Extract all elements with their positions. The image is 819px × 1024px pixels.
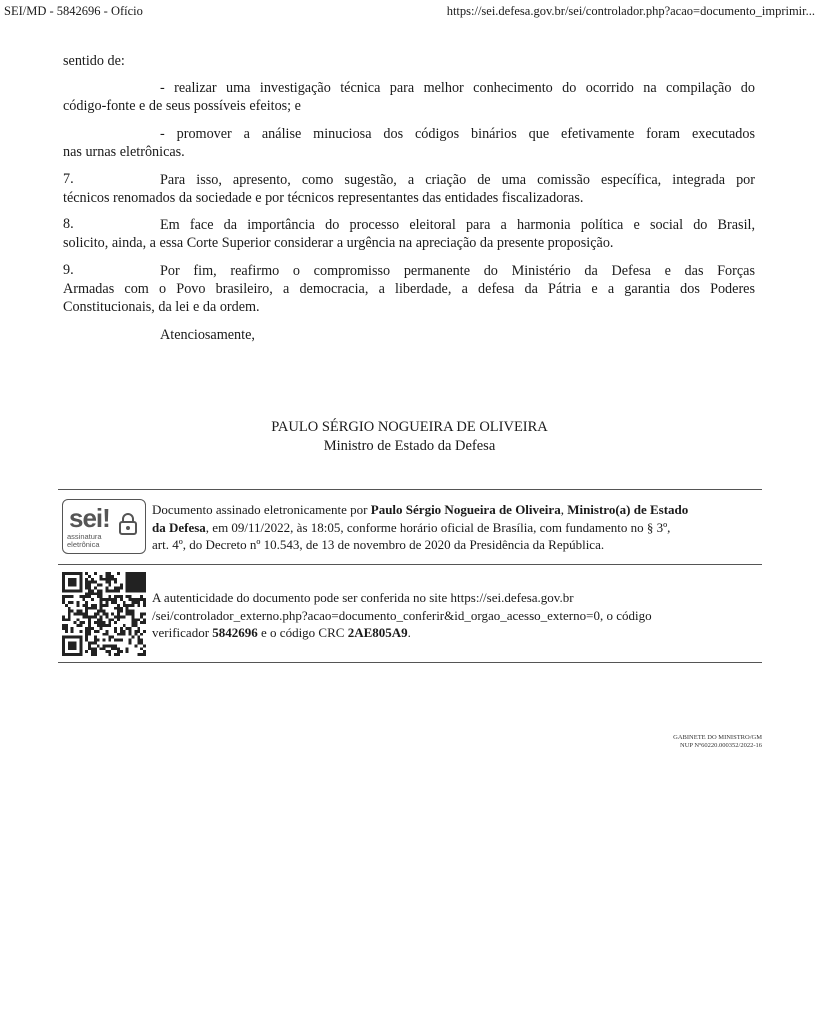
paragraph-7 bbox=[63, 171, 755, 207]
verifier-code: 5842696 bbox=[212, 625, 258, 640]
auth-verifier-prefix: verificador bbox=[152, 625, 213, 640]
seal-logo: sei! bbox=[69, 503, 110, 533]
qr-code-icon bbox=[62, 572, 146, 656]
esig-line1 bbox=[152, 501, 758, 519]
paragraph-9-line3: Constitucionais, da lei e da ordem. bbox=[63, 299, 260, 315]
paragraph-7-number: 7. bbox=[63, 171, 74, 187]
intro-text: sentido de: bbox=[63, 53, 125, 69]
auth-line3 bbox=[152, 624, 758, 642]
authenticity-text bbox=[152, 589, 758, 642]
paragraph-9-line1: Por fim, reafirmo o compromisso permanente do Ministério da Defesa e das Forças bbox=[160, 263, 755, 279]
paragraph-9 bbox=[63, 262, 755, 316]
esig-line2 bbox=[152, 519, 758, 537]
paragraph-9-number: 9. bbox=[63, 262, 74, 278]
seal-subtitle bbox=[67, 533, 102, 549]
lock-icon bbox=[118, 512, 138, 536]
paragraph-7-line1: Para isso, apresento, como sugestão, a criação de uma comissão específica, integrada por bbox=[160, 172, 755, 188]
paragraph-8 bbox=[63, 216, 755, 252]
esig-role-part2: da Defesa bbox=[152, 519, 206, 535]
signer-title: Ministro de Estado da Defesa bbox=[323, 438, 496, 454]
esig-separator: , bbox=[560, 502, 568, 517]
auth-line2: /sei/controlador_externo.php?acao=documento_conferir&id_orgao_acesso_externo=0, o código bbox=[152, 607, 652, 623]
electronic-signature-text bbox=[152, 501, 758, 554]
esig-signer-name: Paulo Sérgio Nogueira de Oliveira bbox=[370, 502, 561, 517]
divider-top bbox=[58, 489, 762, 490]
bullet-analysis-line2: nas urnas eletrônicas. bbox=[63, 144, 185, 160]
paragraph-8-line1: Em face da importância do processo eleitoral para a harmonia política e social do Brasil, bbox=[160, 217, 755, 233]
header-url: https://sei.defesa.gov.br/sei/controlador.php?acao=documento_imprimir... bbox=[446, 4, 815, 18]
bullet-analysis-line1: - promover a análise minuciosa dos códigos binários que efetivamente foram executados bbox=[160, 126, 755, 142]
bullet-investigation-line1: - realizar uma investigação técnica para melhor conhecimento do ocorrido na compilação do bbox=[160, 80, 755, 96]
bullet-investigation-line2: código-fonte e de seus possíveis efeitos; e bbox=[63, 98, 301, 114]
esig-line3: art. 4º, do Decreto nº 10.543, de 13 de novembro de 2020 da Presidência da República. bbox=[152, 537, 605, 552]
crc-code: 2AE805A9 bbox=[347, 625, 408, 640]
paragraph-8-number: 8. bbox=[63, 216, 74, 232]
protocol-stamp bbox=[673, 734, 762, 750]
bullet-investigation bbox=[63, 79, 755, 115]
paragraph-8-line2: solicito, ainda, a essa Corte Superior considerar a urgência na apreciação da presente proposição. bbox=[63, 235, 614, 251]
header-doc-id: SEI/MD - 5842696 - Ofício bbox=[4, 4, 143, 18]
auth-crc-prefix: e o código CRC bbox=[257, 625, 348, 640]
electronic-signature-seal bbox=[62, 499, 146, 554]
esig-date-text: , em 09/11/2022, às 18:05, conforme horário oficial de Brasília, com fundamento no § 3º, bbox=[205, 519, 671, 535]
esig-prefix: Documento assinado eletronicamente por bbox=[152, 502, 371, 517]
paragraph-9-line2: Armadas com o Povo brasileiro, a democracia, a liberdade, a defesa da Pátria e a garantia dos Poderes bbox=[63, 281, 755, 297]
divider-middle bbox=[58, 564, 762, 565]
closing-text: Atenciosamente, bbox=[160, 327, 255, 343]
seal-subtitle-line1: assinatura bbox=[67, 532, 102, 541]
divider-bottom bbox=[58, 662, 762, 663]
esig-role-part1: Ministro(a) de Estado bbox=[567, 502, 689, 517]
auth-line1: A autenticidade do documento pode ser conferida no site https://sei.defesa.gov.br bbox=[152, 590, 574, 605]
signer-name: PAULO SÉRGIO NOGUEIRA DE OLIVEIRA bbox=[271, 419, 548, 435]
stamp-line1: GABINETE DO MINISTRO/GM bbox=[673, 734, 762, 741]
seal-subtitle-line2: eletrônica bbox=[67, 540, 100, 549]
bullet-analysis bbox=[63, 125, 755, 161]
stamp-line2: NUP Nº60220.000352/2022-16 bbox=[680, 742, 762, 749]
print-header bbox=[0, 0, 819, 22]
paragraph-7-line2: técnicos renomados da sociedade e por técnicos representantes das entidades fiscalizadoras. bbox=[63, 190, 584, 206]
auth-end: . bbox=[407, 625, 411, 640]
